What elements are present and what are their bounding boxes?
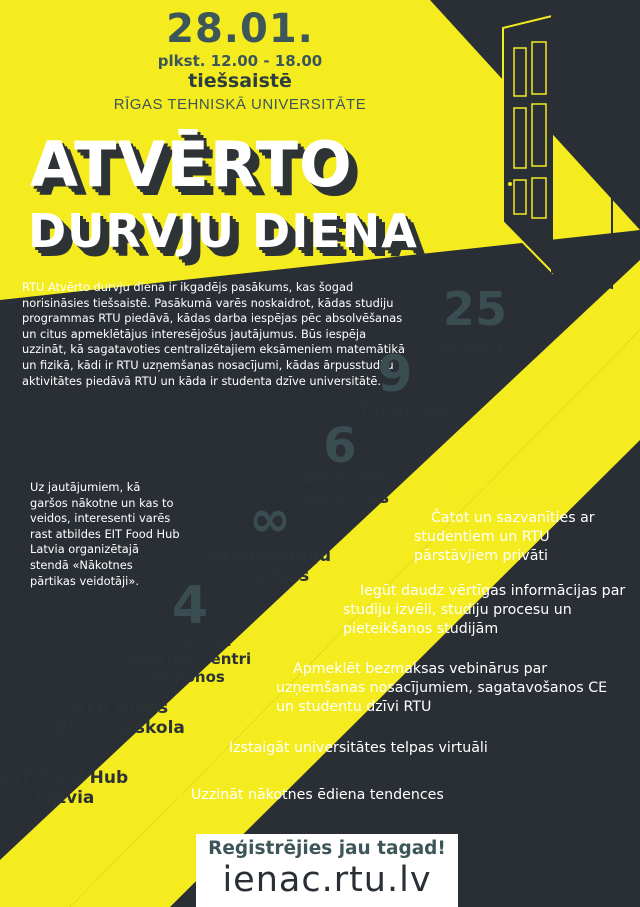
stat-label-centres: Studiju un zinātnes centri reģionos (124, 632, 252, 686)
event-date: 28.01. (166, 6, 314, 52)
stat-number-faculties: 9 (377, 345, 413, 403)
opportunity-text: Čatot un sazvanīties ar studentiem un RTU pārstāvjiem privāti (414, 510, 595, 564)
title-line-1: ATVĒRTO (30, 128, 353, 201)
stat-label-activities: Ārpusstudiju iespējas (208, 546, 332, 586)
opportunity-text: Izstaigāt universitātes telpas virtuāli (229, 740, 488, 756)
stat-number-dorms: 6 (323, 418, 357, 474)
bullet-square-icon (343, 585, 352, 594)
bullet-square-icon (276, 663, 285, 672)
opportunity-item (414, 509, 624, 566)
title-line-2: DURVJU DIENA (28, 204, 418, 258)
stat-number-stands: 25 (442, 282, 507, 336)
bullet-square-icon (174, 789, 183, 798)
opportunities-title: Tava iespēja: (442, 474, 571, 499)
opportunity-text: Uzzināt nākotnes ēdiena tendences (191, 787, 444, 803)
bullet-square-icon (212, 742, 221, 751)
event-format: tiešsaistē (188, 70, 292, 92)
partner-business-school: RTU Rīgas Biznesa skola (55, 698, 185, 738)
opportunity-text: Iegūt daudz vērtīgas informācijas par studiju izvēli, studiju procesu un pieteikšanos studijām (343, 583, 626, 637)
opportunity-item (212, 739, 572, 758)
cta-register-text: Reģistrējies jau tagad! (208, 838, 446, 859)
opportunity-item (343, 582, 628, 639)
food-note: Uz jautājumiem, kā garšos nākotne un kas to veidos, interesenti varēs rast atbildes EIT Food Hub Latvia organizētajā stendā «Nākotnes pārtikas veidotāji». (30, 480, 180, 588)
stat-label-faculties: fakultātes (361, 400, 459, 420)
cta-url-link[interactable]: ienac.rtu.lv (222, 860, 432, 900)
stat-number-centres: 4 (171, 576, 209, 636)
event-time: plkst. 12.00 - 18.00 (157, 52, 323, 70)
stat-number-activities: ∞ (249, 490, 291, 548)
stat-label-dorms: Dienesta viesnīcas (300, 468, 390, 508)
stat-label-stands: stendi (439, 338, 511, 362)
university-name: RĪGAS TEHNISKĀ UNIVERSITĀTE (113, 96, 367, 113)
opportunity-item (174, 786, 534, 805)
partner-eit-food: EIT Food Hub Latvia (1, 768, 129, 808)
bullet-square-icon (414, 512, 423, 521)
opportunity-item (276, 660, 616, 717)
intro-text: RTU Atvērto durvju diena ir ikgadējs pasākums, kas šogad norisināsies tiešsaistē. Pasākumā varēs noskaidrot, kādas studiju programmas RTU piedāvā, kādas darba iespējas pēc absolvēšanas un citus apmeklētājus interesējošus jautājumus. Būs iespēja uzzināt, kā sagatavoties centralizētajiem eksāmeniem matemātikā un fizikā, kādi ir RTU uzņemšanas nosacījumi, kādas ārpusstudiju aktivitātes piedāvā RTU un kāda ir studenta dzīve universitātē. (22, 280, 405, 388)
opportunity-text: Apmeklēt bezmaksas vebinārus par uzņemšanas nosacījumiem, sagatavošanos CE un studentu dzīvi RTU (276, 661, 608, 715)
